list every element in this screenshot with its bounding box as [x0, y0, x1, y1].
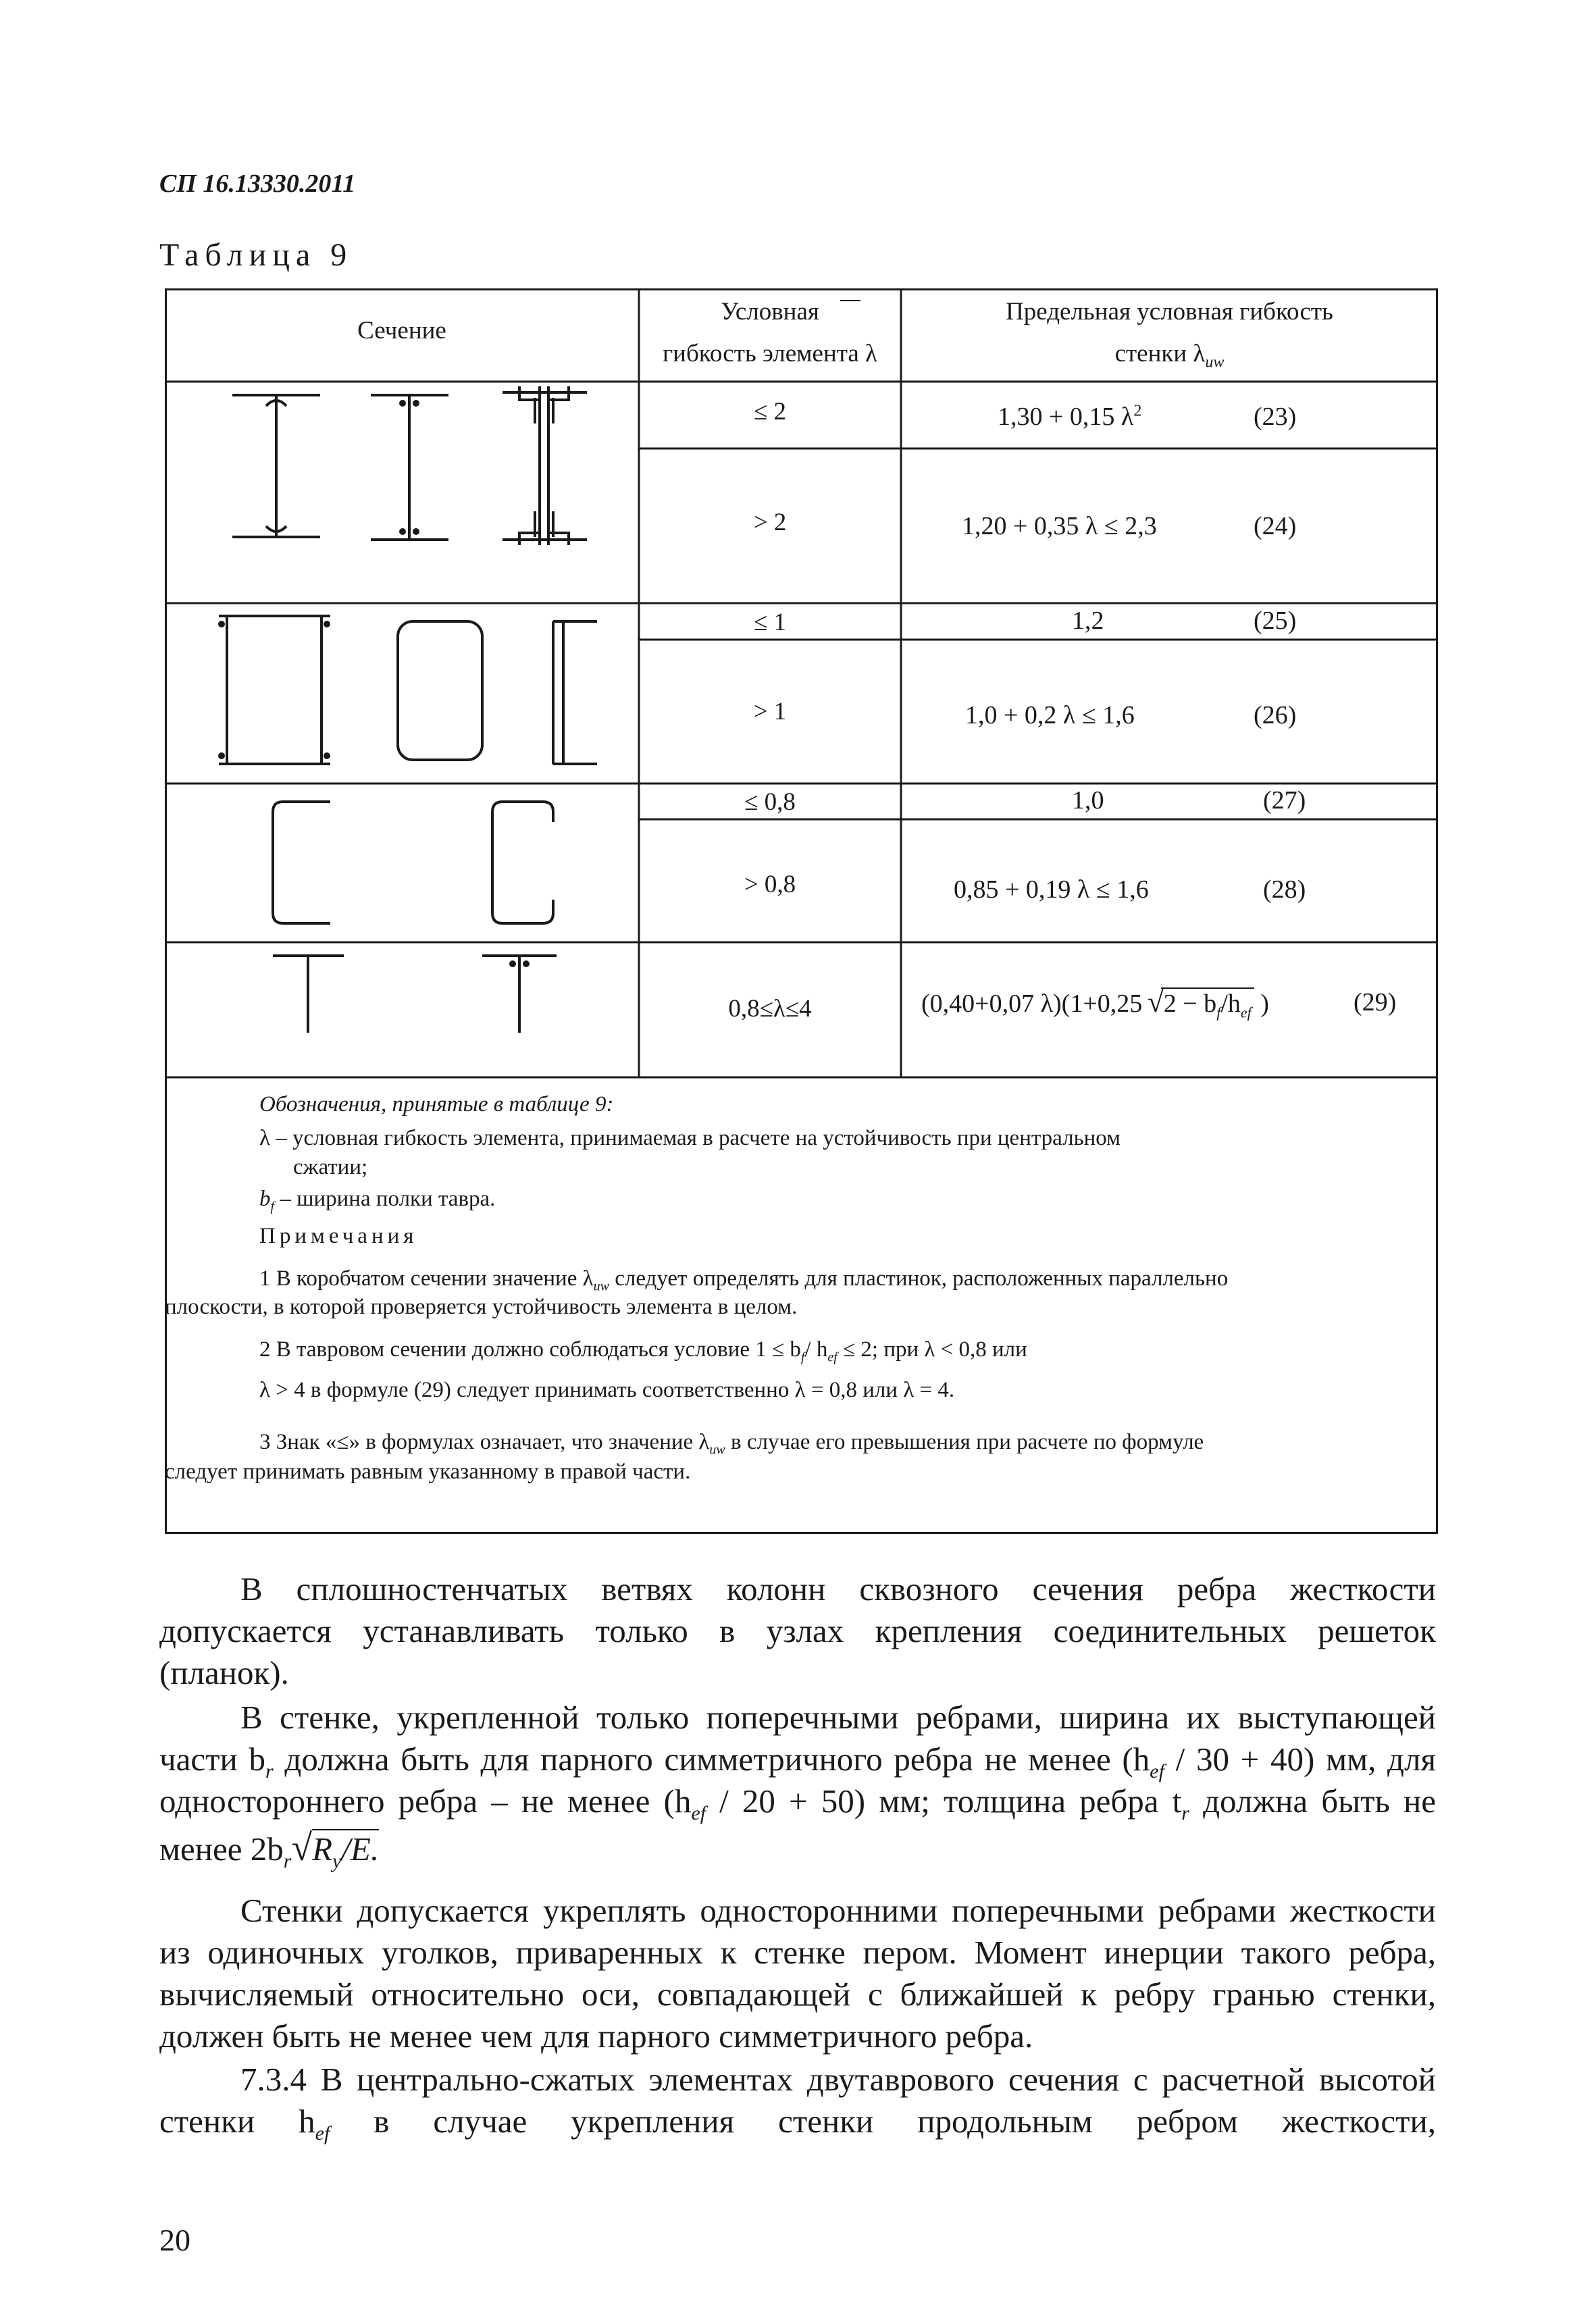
formula-num-25: (25) [1254, 607, 1297, 635]
para-3-line-2: из одиночных уголков, приваренных к стенке пером. Момент инерции такого ребра, [159, 1934, 1436, 1971]
sqrt-icon: √ [291, 1827, 313, 1869]
note-3-line-1: 3 Знак «≤» в формулах означает, что значение $\lambda_{uw}$ в случае его превышения при расчете по формуле [259, 1430, 1204, 1458]
para-2-line-1: В стенке, укрепленной только поперечными ребрами, ширина их выступающей [240, 1699, 1436, 1736]
sqrt-icon: √ [1147, 985, 1164, 1019]
formula-row-4: 1,0 + 0,2 λ ≤ 1,6 [965, 701, 1135, 729]
i-beam-profile-icon [232, 395, 320, 537]
legend-title: Обозначения, принятые в таблице 9: [259, 1092, 614, 1116]
cond-row-7: 0,8≤λ≤4 [728, 995, 812, 1023]
formula-row-7: (0,40+0,07 λ)(1+0,25 √ $2 - b_f/h_{ef}$ ) [921, 985, 1269, 1021]
formula-row-2: 1,20 + 0,35 λ ≤ 2,3 [962, 512, 1157, 540]
cond-row-4: > 1 [753, 698, 787, 725]
note-3-line-2: следует принимать равным указанному в правой части. [165, 1460, 691, 1484]
angle-built-i-profile-icon [503, 386, 587, 545]
sqrt-expression: √ $2 - b_f/h_{ef}$ [1161, 987, 1254, 1022]
lipped-channel-profile-icon [492, 802, 553, 923]
note-1-line-1: 1 В коробчатом сечении значение $\lambda_{uw}$ следует определять для пластинок, расположенных параллельно [259, 1266, 1229, 1294]
document-header: СП 16.13330.2011 [159, 170, 356, 198]
legend-lambda-cont: сжатии; [293, 1155, 368, 1179]
para-3-line-3: вычисляемый относительно оси, совпадающей с ближайшей к ребру гранью стенки, [159, 1976, 1436, 2013]
cond-row-3: ≤ 1 [753, 609, 787, 636]
col-header-limit-flex-1: Предельная условная гибкость [1006, 298, 1333, 326]
t-section-profile-icon [273, 956, 344, 1033]
para-1-line-2: допускается устанавливать только в узлах крепления соединительных решеток [159, 1612, 1436, 1649]
note-1-line-2: плоскости, в которой проверяется устойчивость элемента в целом. [165, 1295, 798, 1319]
formula-num-24: (24) [1254, 512, 1297, 540]
legend-bf: $b_f$ – ширина полки тавра. [259, 1187, 496, 1214]
cond-row-1: ≤ 2 [753, 398, 787, 426]
para-2-line-2: части $b_r$ должна быть для парного симметричного ребра не менее $(h_{ef} / 30 + 40)$ мм, для [159, 1741, 1436, 1782]
formula-row-1: 1,30 + 0,15 $\lambda^2$ [998, 402, 1142, 431]
bent-channel-profile-icon [273, 802, 330, 923]
formula-row-3: 1,2 [1072, 607, 1104, 635]
col-header-cond-flex-2: гибкость элемента λ [662, 340, 877, 367]
para-1-line-1: В сплошностенчатых ветвях колонн сквозного сечения ребра жесткости [240, 1570, 1436, 1608]
col-header-limit-flex-2: стенки $\lambda_{uw}$ [1114, 340, 1225, 371]
formula-row-6: 0,85 + 0,19 λ ≤ 1,6 [954, 875, 1149, 904]
formula-num-27: (27) [1263, 786, 1306, 815]
para-2-line-3: одностороннего ребра – не менее $(h_{ef} / 20 + 50)$ мм; толщина ребра $t_r$ должна быть не [159, 1782, 1436, 1824]
formula-row-5: 1,0 [1072, 786, 1104, 815]
formula-num-28: (28) [1263, 875, 1306, 904]
table-9 [165, 288, 1438, 1534]
para-1-line-3: (планок). [159, 1654, 289, 1691]
formula-num-29: (29) [1354, 988, 1397, 1017]
legend-lambda: λ – условная гибкость элемента, принимаемая в расчете на устойчивость при центральном [259, 1126, 1121, 1150]
channel-profile-icon [553, 621, 597, 764]
cond-row-6: > 0,8 [744, 871, 796, 898]
formula-num-26: (26) [1254, 701, 1297, 729]
rounded-box-profile-icon [398, 621, 482, 760]
note-2-line-2: λ > 4 в формуле (29) следует принимать соответственно λ = 0,8 или λ = 4. [259, 1378, 955, 1402]
col-header-cond-flex-1: Условная [721, 298, 819, 326]
note-2-line-1: 2 В тавровом сечении должно соблюдаться условие $1 \le b_f/$ $h_{ef} \le 2$; при λ < 0,8 или [259, 1337, 1027, 1365]
cond-row-2: > 2 [753, 509, 787, 536]
table-caption: Таблица 9 [159, 237, 353, 273]
col-header-section: Сечение [357, 317, 446, 344]
notes-title: Примечания [259, 1224, 418, 1248]
para-2-line-4: менее $2b_r√R_y/E$. [159, 1827, 380, 1872]
cond-row-5: ≤ 0,8 [744, 788, 796, 816]
para-3-line-1: Стенки допускается укреплять односторонними поперечными ребрами жесткости [240, 1892, 1436, 1929]
plate-box-profile-icon [219, 616, 330, 764]
para-4-line-2: стенки $h_{ef}$ в случае укрепления стенки продольным ребром жесткости, [159, 2103, 1436, 2144]
para-3-line-4: должен быть не менее чем для парного симметричного ребра. [159, 2017, 1033, 2055]
welded-t-section-profile-icon [482, 956, 557, 1033]
welded-i-beam-profile-icon [371, 395, 448, 540]
formula-num-23: (23) [1254, 403, 1297, 431]
para-4-line-1: 7.3.4 В центрально-сжатых элементах двутаврового сечения с расчетной высотой [240, 2061, 1436, 2098]
page-number: 20 [159, 2223, 190, 2257]
